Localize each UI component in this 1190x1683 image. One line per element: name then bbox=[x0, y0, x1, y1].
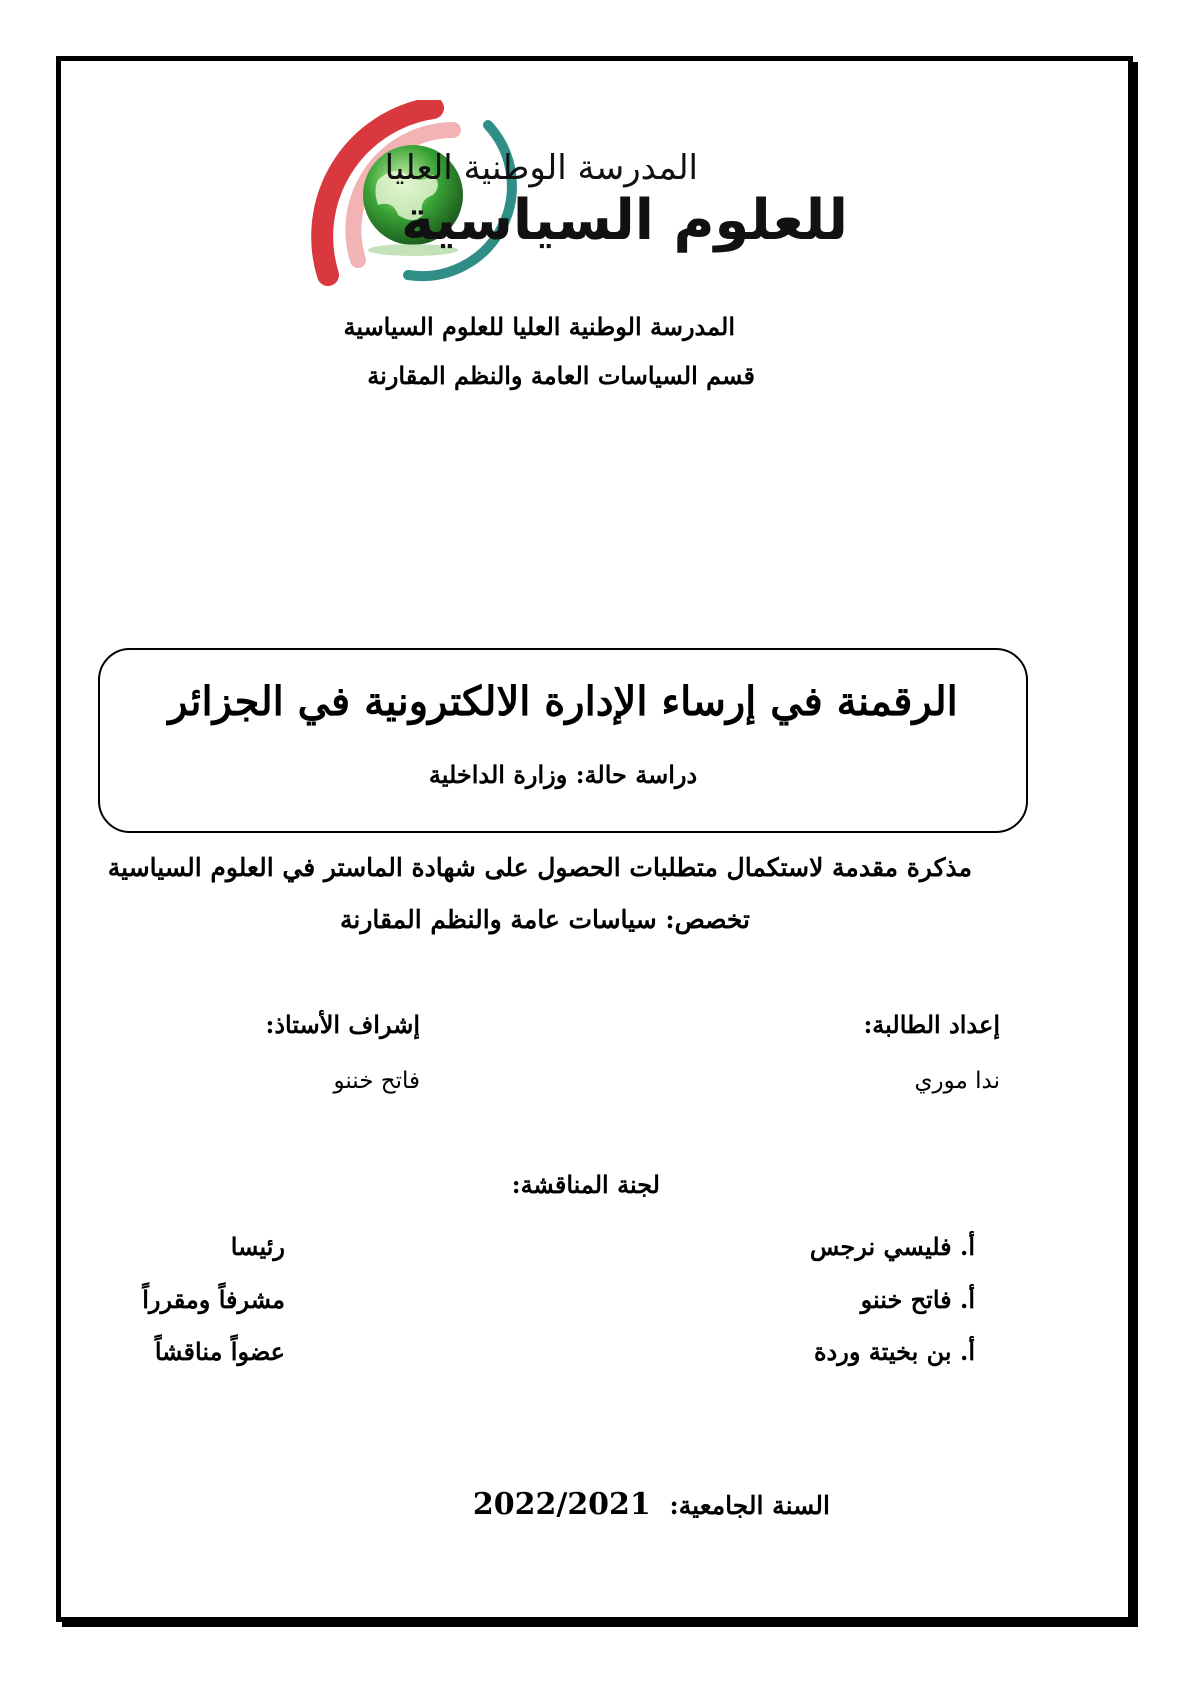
thesis-title: الرقمنة في إرساء الإدارة الالكترونية في الجزائر bbox=[168, 678, 958, 725]
case-study: دراسة حالة: وزارة الداخلية bbox=[428, 760, 698, 789]
academic-year-value: 2022/2021 bbox=[472, 1487, 651, 1522]
logo-line2: للعلوم السياسية bbox=[401, 188, 848, 253]
school-logo bbox=[258, 100, 858, 290]
student-name: ندا موري bbox=[914, 1068, 1000, 1094]
department-name: قسم السياسات العامة والنظم المقارنة bbox=[367, 361, 755, 390]
page-border-shadow-bottom bbox=[62, 1622, 1138, 1627]
committee-member-name: أ. فاتح خننو bbox=[860, 1285, 975, 1314]
page-border bbox=[56, 56, 1133, 1622]
committee-member-role: عضواً مناقشاً bbox=[154, 1337, 285, 1366]
thesis-purpose: مذكرة مقدمة لاستكمال متطلبات الحصول على شهادة الماستر في العلوم السياسية bbox=[107, 853, 972, 882]
page-border-shadow-right bbox=[1133, 62, 1138, 1627]
committee-title: لجنة المناقشة: bbox=[511, 1170, 660, 1199]
committee-member-name: أ. بن بخيتة وردة bbox=[813, 1337, 975, 1366]
committee-member-role: مشرفاً ومقرراً bbox=[142, 1285, 285, 1314]
committee-member-role: رئيسا bbox=[230, 1232, 285, 1261]
supervisor-label: إشراف الأستاذ: bbox=[265, 1010, 420, 1039]
supervisor-name: فاتح خننو bbox=[333, 1068, 420, 1094]
academic-year bbox=[473, 1487, 830, 1522]
specialization: تخصص: سياسات عامة والنظم المقارنة bbox=[339, 905, 750, 934]
student-label: إعداد الطالبة: bbox=[863, 1010, 1000, 1039]
title-box bbox=[98, 648, 1028, 833]
academic-year-label: السنة الجامعية: bbox=[669, 1491, 830, 1520]
logo-line1: المدرسة الوطنية العليا bbox=[384, 148, 698, 188]
committee-member-name: أ. فليسي نرجس bbox=[809, 1232, 975, 1261]
school-name: المدرسة الوطنية العليا للعلوم السياسية bbox=[343, 312, 735, 341]
